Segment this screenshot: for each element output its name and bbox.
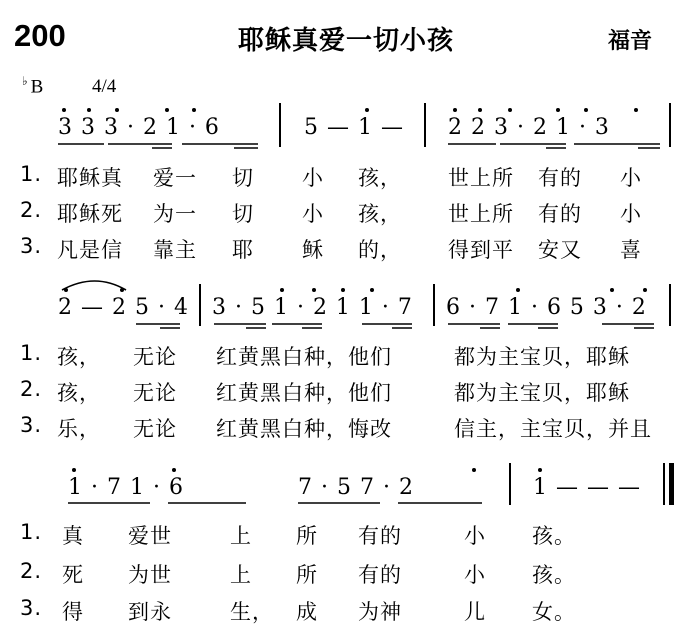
lyric-segment: 爱一 bbox=[153, 166, 197, 190]
measure-1-2: 5 — 1 — bbox=[304, 115, 404, 140]
lyric-segment: 真 bbox=[62, 524, 84, 548]
lyric-segment: 凡是信 bbox=[57, 238, 123, 262]
verse-number: 3. bbox=[20, 413, 43, 437]
lyric-segment: 上 bbox=[230, 524, 252, 548]
lyric-segment: 为世 bbox=[128, 563, 172, 587]
lyric-segment: 为神 bbox=[358, 600, 402, 624]
hymn-title: 耶稣真爱一切小孩 bbox=[238, 26, 455, 56]
octave-dots bbox=[62, 108, 647, 472]
time-signature: 4/4 bbox=[92, 76, 117, 97]
lyric-segment: 到永 bbox=[128, 600, 172, 624]
lyric-segment: 小 bbox=[620, 166, 642, 190]
lyric-segment: 信主，主宝贝，并且 bbox=[454, 417, 652, 441]
lyric-segment: 耶稣死 bbox=[57, 202, 123, 226]
lyric-segment: 女。 bbox=[532, 600, 576, 624]
verse-number: 1. bbox=[20, 162, 43, 186]
lyric-segment: 爱世 bbox=[128, 524, 172, 548]
tie bbox=[62, 281, 126, 290]
verse-number: 1. bbox=[20, 341, 43, 365]
measure-3-3: 1 — — — bbox=[533, 475, 641, 500]
lyric-segment: 孩。 bbox=[532, 563, 576, 587]
measure-2-3: 6 · 7 1 · 6 5 3 · 2 bbox=[446, 295, 647, 320]
key-letter: B bbox=[30, 76, 44, 98]
lyric-segment: 孩， bbox=[57, 381, 101, 405]
lyric-segment: 无论 bbox=[133, 381, 177, 405]
lyric-segment: 小 bbox=[302, 166, 324, 190]
lyric-segment: 有的 bbox=[538, 166, 582, 190]
lyric-segment: 切 bbox=[232, 202, 254, 226]
lyric-segment: 孩， bbox=[57, 345, 101, 369]
lyric-segment: 无论 bbox=[133, 417, 177, 441]
lyric-segment: 为一 bbox=[153, 202, 197, 226]
lyric-segment: 安又 bbox=[538, 238, 582, 262]
lyric-segment: 乐， bbox=[57, 417, 101, 441]
flat-sign: ♭ bbox=[22, 74, 28, 88]
lyric-segment: 有的 bbox=[358, 524, 402, 548]
verse-number: 3. bbox=[20, 596, 43, 620]
lyric-segment: 成 bbox=[296, 600, 318, 624]
lyric-segment: 耶稣真 bbox=[57, 166, 123, 190]
lyric-segment: 都为主宝贝，耶稣 bbox=[454, 381, 630, 405]
measure-1-3: 2 2 3 · 2 1 · 3 bbox=[448, 115, 610, 140]
lyric-segment: 红黄黑白种，悔改 bbox=[216, 417, 392, 441]
verse-number: 2. bbox=[20, 559, 43, 583]
lyric-segment: 得 bbox=[62, 600, 84, 624]
lyric-segment: 喜 bbox=[620, 238, 642, 262]
verse-number: 1. bbox=[20, 520, 43, 544]
lyric-segment: 有的 bbox=[538, 202, 582, 226]
hymn-source: 福音 bbox=[608, 29, 653, 54]
lyric-segment: 孩， bbox=[358, 202, 402, 226]
measure-3-1: 1 · 7 1 · 6 bbox=[68, 475, 184, 500]
lyric-segment: 小 bbox=[464, 563, 486, 587]
lyric-segment: 靠主 bbox=[153, 238, 197, 262]
lyric-segment: 孩。 bbox=[532, 524, 576, 548]
measure-1-1: 3 3 3 · 2 1 · 6 bbox=[58, 115, 220, 140]
lyric-segment: 红黄黑白种，他们 bbox=[216, 345, 392, 369]
lyric-segment: 死 bbox=[62, 563, 84, 587]
lyric-segment: 小 bbox=[464, 524, 486, 548]
lyric-segment: 有的 bbox=[358, 563, 402, 587]
lyric-segment: 孩， bbox=[358, 166, 402, 190]
lyric-segment: 切 bbox=[232, 166, 254, 190]
final-barline-thick bbox=[669, 463, 674, 505]
measure-3-2: 7 · 5 7 · 2 bbox=[298, 475, 414, 500]
lyric-segment: 儿 bbox=[464, 600, 486, 624]
verse-number: 2. bbox=[20, 377, 43, 401]
lyric-segment: 所 bbox=[296, 524, 318, 548]
lyric-segment: 所 bbox=[296, 563, 318, 587]
lyric-segment: 耶 bbox=[232, 238, 254, 262]
lyric-segment: 得到平 bbox=[448, 238, 514, 262]
lyric-segment: 小 bbox=[620, 202, 642, 226]
lyric-segment: 稣 bbox=[302, 238, 324, 262]
measure-2-2: 3 · 5 1 · 2 1 1 · 7 bbox=[212, 295, 413, 320]
lyric-segment: 生， bbox=[230, 600, 274, 624]
hymn-number: 200 bbox=[14, 18, 66, 53]
verse-number: 3. bbox=[20, 234, 43, 258]
measure-2-1: 2 — 2 5 · 4 bbox=[58, 295, 189, 320]
lyric-segment: 上 bbox=[230, 563, 252, 587]
lyric-segment: 的， bbox=[358, 238, 402, 262]
lyric-segment: 红黄黑白种，他们 bbox=[216, 381, 392, 405]
lyric-segment: 都为主宝贝，耶稣 bbox=[454, 345, 630, 369]
verse-number: 2. bbox=[20, 198, 43, 222]
lyric-segment: 无论 bbox=[133, 345, 177, 369]
lyric-segment: 小 bbox=[302, 202, 324, 226]
lyric-segment: 世上所 bbox=[448, 166, 514, 190]
lyric-segment: 世上所 bbox=[448, 202, 514, 226]
